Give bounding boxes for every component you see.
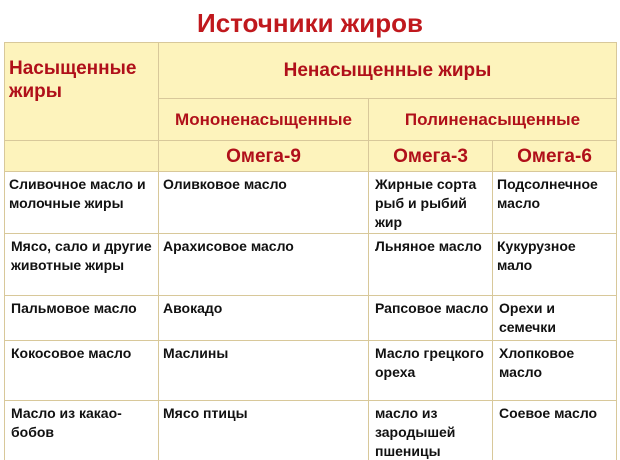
cell-saturated: Кокосовое масло (5, 341, 159, 401)
header-row-1 (5, 43, 617, 99)
cell-omega6: Орехи и семечки (493, 296, 617, 341)
table-row (5, 296, 617, 341)
cell-saturated: Мясо, сало и другие животные жиры (5, 234, 159, 296)
header-row-3 (5, 141, 617, 172)
table-row (5, 401, 617, 460)
cell-omega6: Кукурузное мало (493, 234, 617, 296)
cell-omega9: Авокадо (159, 296, 369, 341)
cell-omega9: Маслины (159, 341, 369, 401)
cell-omega6: Хлопковое масло (493, 341, 617, 401)
cell-omega3: Льняное масло (369, 234, 493, 296)
fat-sources-table (4, 42, 617, 460)
cell-omega3: Рапсовое масло (369, 296, 493, 341)
header-omega6: Омега-6 (493, 141, 617, 172)
header-poly: Полиненасыщенные (369, 99, 617, 141)
header-omega9: Омега-9 (159, 141, 369, 172)
cell-omega6: Подсолнечное масло (493, 172, 617, 234)
header-saturated: Насыщенные жиры (5, 43, 159, 141)
table-row (5, 341, 617, 401)
cell-saturated: Пальмовое масло (5, 296, 159, 341)
cell-omega9: Арахисовое масло (159, 234, 369, 296)
table-row (5, 172, 617, 234)
header-unsaturated: Ненасыщенные жиры (159, 43, 617, 99)
table-row (5, 234, 617, 296)
cell-omega3: Масло грецкого ореха (369, 341, 493, 401)
header-empty-cell (5, 141, 159, 172)
header-omega3: Омега-3 (369, 141, 493, 172)
cell-saturated: Масло из какао-бобов (5, 401, 159, 460)
header-mono: Мононенасыщенные (159, 99, 369, 141)
cell-omega3: масло из зародышей пшеницы (369, 401, 493, 460)
cell-omega9: Оливковое масло (159, 172, 369, 234)
cell-saturated: Сливочное масло и молочные жиры (5, 172, 159, 234)
cell-omega3: Жирные сорта рыб и рыбий жир (369, 172, 493, 234)
cell-omega9: Мясо птицы (159, 401, 369, 460)
cell-omega6: Соевое масло (493, 401, 617, 460)
page-title: Источники жиров (197, 8, 423, 38)
